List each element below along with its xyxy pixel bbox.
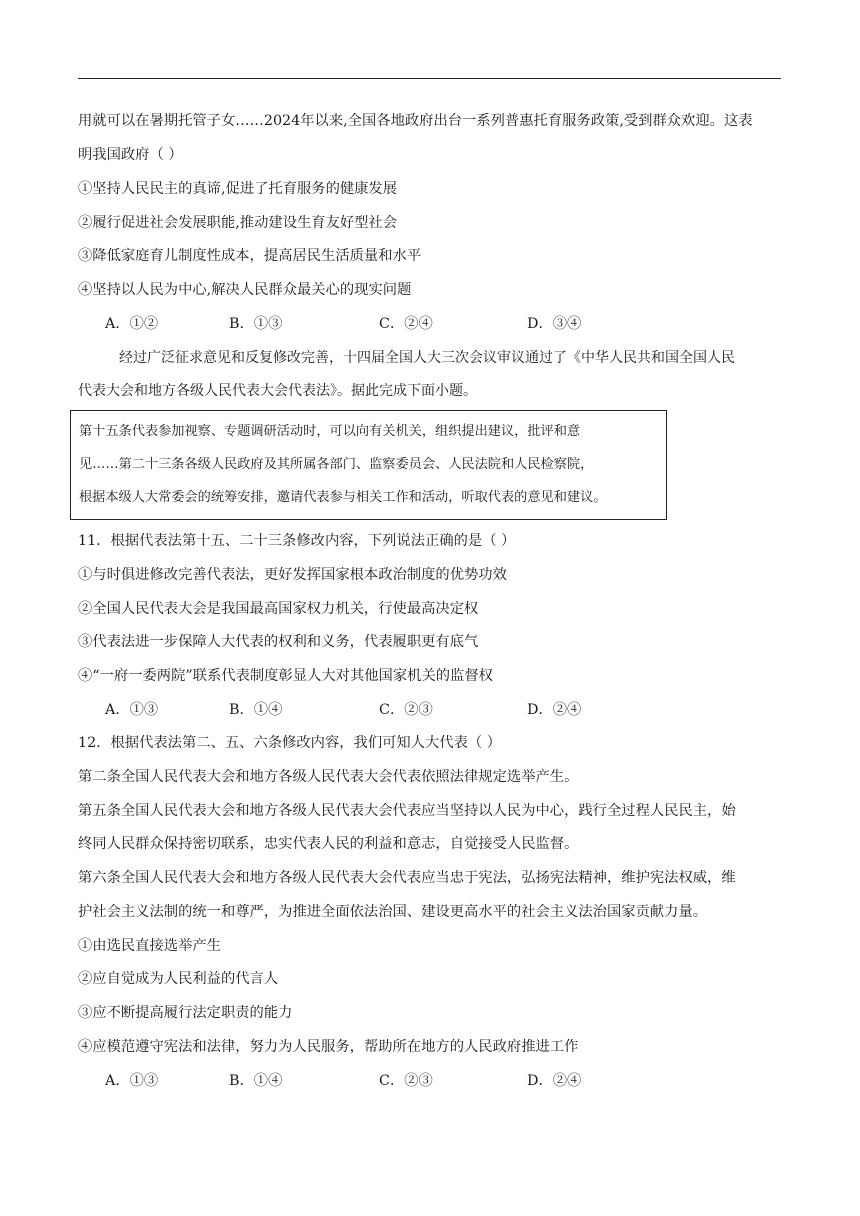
material-lead-line1: 经过广泛征求意见和反复修改完善，十四届全国人大三次会议审议通过了《中华人民共和国全国人民 (119, 350, 735, 366)
q12-item: ②应自觉成为人民利益的代言人 (78, 971, 279, 987)
q11-option-b[interactable]: B．①④ (229, 702, 283, 718)
q10-item: ④坚持以人民为中心,解决人民群众最关心的现实问题 (78, 282, 412, 298)
q12-material-line: 第二条全国人民代表大会和地方各级人民代表大会代表依照法律规定选举产生。 (78, 769, 579, 785)
q12-material-line: 护社会主义法制的统一和尊严，为推进全面依法治国、建设更高水平的社会主义法治国家贡献力量。 (78, 904, 708, 920)
material-box (70, 410, 667, 520)
material-lead-line2: 代表大会和地方各级人民代表大会代表法》。据此完成下面小题。 (78, 383, 477, 399)
q12-material-line: 终同人民群众保持密切联系，忠实代表人民的利益和意志，自觉接受人民监督。 (78, 836, 579, 852)
q10-option-d[interactable]: D．③④ (527, 316, 582, 332)
q12-item: ④应模范遵守宪法和法律，努力为人民服务，帮助所在地方的人民政府推进工作 (78, 1039, 579, 1055)
q12-material-line: 第六条全国人民代表大会和地方各级人民代表大会代表应当忠于宪法，弘扬宪法精神，维护宪法权威，维 (78, 870, 736, 886)
q10-item: ③降低家庭育儿制度性成本，提高居民生活质量和水平 (78, 248, 422, 264)
q11-item: ②全国人民代表大会是我国最高国家权力机关，行使最高决定权 (78, 601, 479, 617)
header-rule (78, 78, 781, 79)
q12-stem: 12．根据代表法第二、五、六条修改内容，我们可知人大代表（ ） (78, 735, 502, 751)
q10-stem-line1: 用就可以在暑期托管子女……2024年以来,全国各地政府出台一系列普惠托育服务政策,受到群众欢迎。这表 (78, 113, 753, 129)
q12-option-a[interactable]: A．①③ (105, 1073, 159, 1089)
q11-item: ①与时俱进修改完善代表法，更好发挥国家根本政治制度的优势功效 (78, 567, 507, 583)
q10-option-b[interactable]: B．①③ (229, 316, 283, 332)
q11-option-d[interactable]: D．②④ (527, 702, 582, 718)
q11-item: ③代表法进一步保障人大代表的权利和义务，代表履职更有底气 (78, 634, 479, 650)
q11-option-a[interactable]: A．①③ (105, 702, 159, 718)
q10-option-a[interactable]: A．①② (105, 316, 159, 332)
q10-item: ②履行促进社会发展职能,推动建设生育友好型社会 (78, 215, 398, 231)
q11-option-c[interactable]: C．②③ (379, 702, 433, 718)
q10-stem-line2: 明我国政府（ ） (78, 147, 183, 163)
q12-option-c[interactable]: C．②③ (379, 1073, 433, 1089)
q12-option-b[interactable]: B．①④ (229, 1073, 283, 1089)
q12-item: ③应不断提高履行法定职责的能力 (78, 1005, 293, 1021)
q11-item: ④“一府一委两院”联系代表制度彰显人大对其他国家机关的监督权 (78, 668, 493, 684)
q11-stem: 11．根据代表法第十五、二十三条修改内容，下列说法正确的是（ ） (78, 533, 516, 549)
q12-item: ①由选民直接选举产生 (78, 938, 221, 954)
q12-option-d[interactable]: D．②④ (527, 1073, 582, 1089)
q10-option-c[interactable]: C．②④ (379, 316, 433, 332)
q10-item: ①坚持人民民主的真谛,促进了托育服务的健康发展 (78, 181, 398, 197)
q12-material-line: 第五条全国人民代表大会和地方各级人民代表大会代表应当坚持以人民为中心，践行全过程人民民主，始 (78, 803, 736, 819)
material-box-line: 根据本级人大常委会的统筹安排，邀请代表参与相关工作和活动，听取代表的意见和建议。 (79, 490, 607, 505)
material-box-line: 见……第二十三条各级人民政府及其所属各部门、监察委员会、人民法院和人民检察院， (79, 457, 594, 472)
material-box-line: 第十五条代表参加视察、专题调研活动时，可以向有关机关，组织提出建议，批评和意 (79, 424, 581, 439)
